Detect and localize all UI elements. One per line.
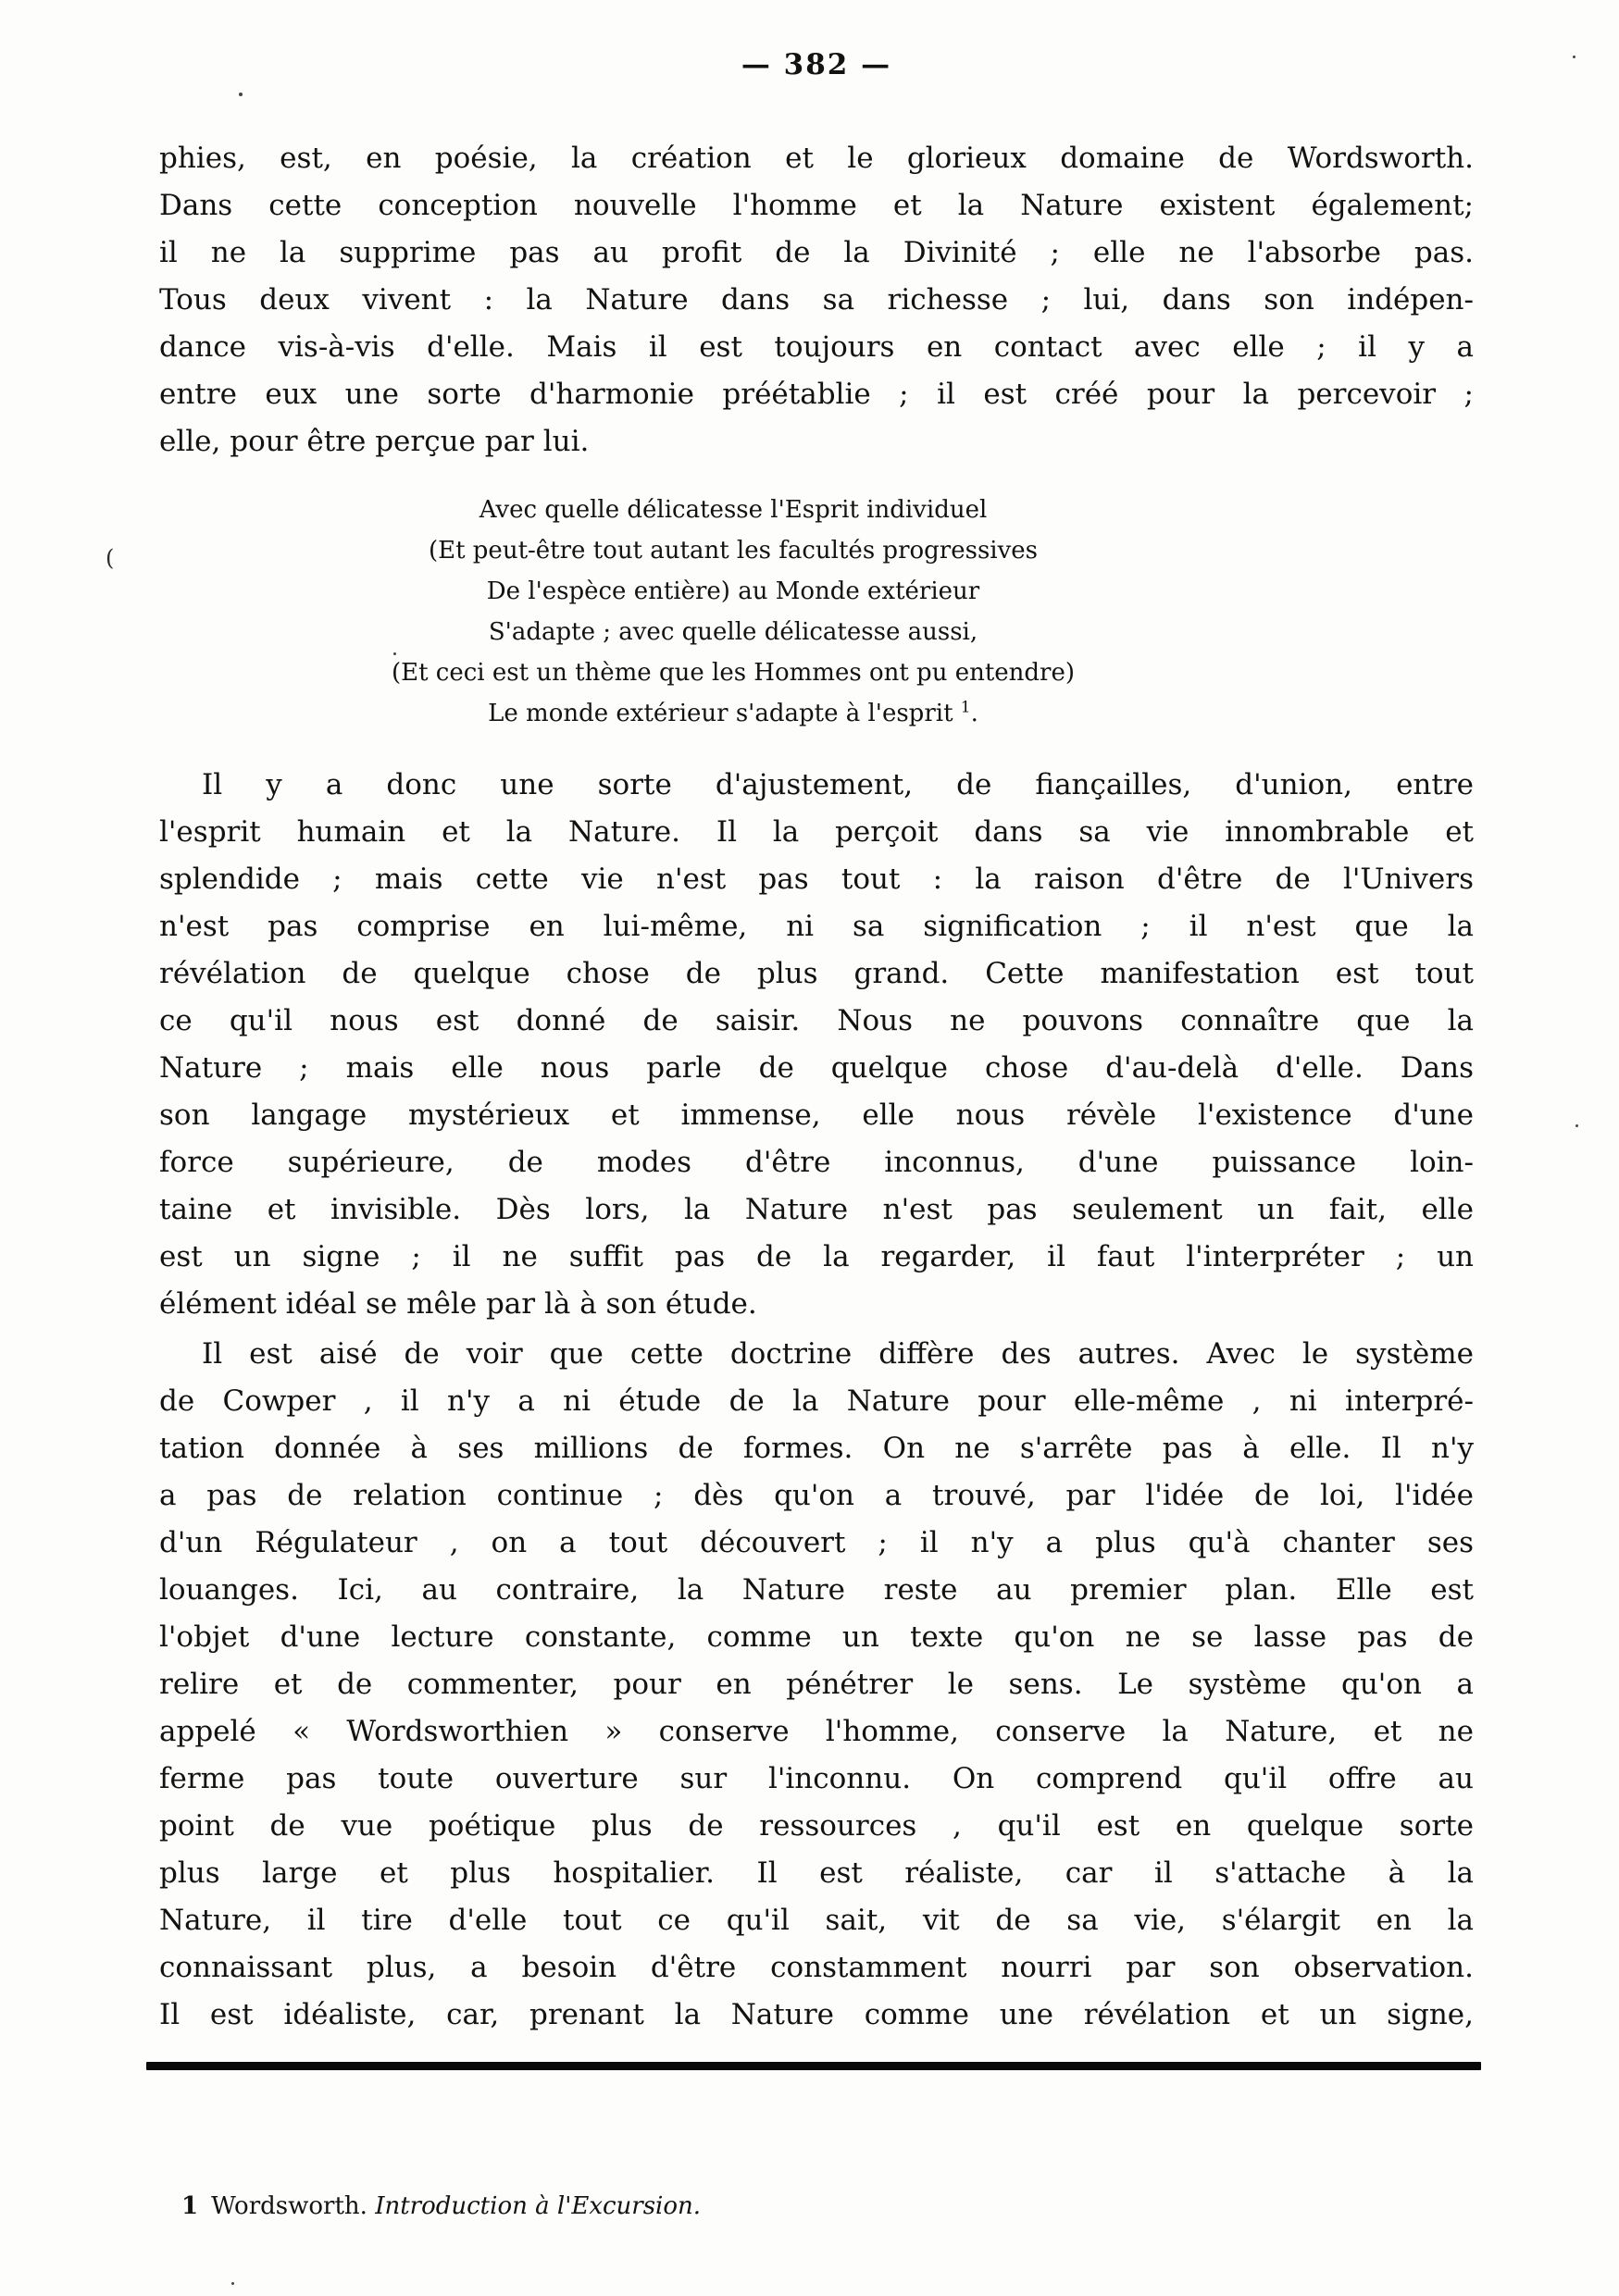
text-line: plus large et plus hospitalier. Il est réaliste, car il s'attache à la <box>159 1856 1474 1890</box>
verse-lines <box>159 490 1307 693</box>
footnote-title: Introduction à l'Excursion. <box>375 2192 702 2220</box>
scan-speck <box>1573 56 1575 58</box>
text-line: point de vue poétique plus de ressources , qu'il est en quelque sorte <box>159 1809 1474 1843</box>
footnote <box>181 2188 1459 2225</box>
paragraph-doctrine <box>159 1331 1474 2039</box>
page-number: — 382 — <box>741 48 892 81</box>
text-line: d'un Régulateur , on a tout découvert ; il n'y a plus qu'à chanter ses <box>159 1526 1474 1559</box>
verse-last-line-text: Le monde extérieur s'adapte à l'esprit <box>488 700 961 727</box>
verse-line: (Et ceci est un thème que les Hommes ont pu entendre) <box>391 659 1076 687</box>
text-line: révélation de quelque chose de plus grand. Cette manifestation est tout <box>159 957 1474 990</box>
text-line: tation donnée à ses millions de formes. On ne s'arrête pas à elle. Il n'y <box>159 1432 1474 1465</box>
text-line: son langage mystérieux et immense, elle nous révèle l'existence d'une <box>159 1098 1474 1132</box>
scan-speck <box>1575 1124 1578 1127</box>
verse-last-line <box>159 693 1307 734</box>
scan-speck <box>239 93 243 96</box>
text-line: a pas de relation continue ; dès qu'on a trouvé, par l'idée de loi, l'idée <box>159 1479 1474 1512</box>
text-line: relire et de commenter, pour en pénétrer le sens. Le système qu'on a <box>159 1668 1474 1701</box>
footnote-marker: 1 <box>181 2192 199 2220</box>
footnote-author: Wordsworth. <box>211 2192 376 2220</box>
text-line: Il y a donc une sorte d'ajustement, de fiançailles, d'union, entre <box>202 768 1474 801</box>
text-line: dance vis-à-vis d'elle. Mais il est toujours en contact avec elle ; il y a <box>159 330 1474 364</box>
text-line: Il est aisé de voir que cette doctrine diffère des autres. Avec le système <box>202 1337 1474 1371</box>
paragraph-ajustement <box>159 762 1474 1328</box>
text-line: ferme pas toute ouverture sur l'inconnu. On comprend qu'il offre au <box>159 1762 1474 1795</box>
scan-speck <box>231 2282 234 2285</box>
text-line: appelé « Wordsworthien » conserve l'homme, conserve la Nature, et ne <box>159 1715 1474 1748</box>
verse-last-line-period: . <box>970 700 978 727</box>
text-line: n'est pas comprise en lui-même, ni sa signification ; il n'est que la <box>159 910 1474 943</box>
text-line: louanges. Ici, au contraire, la Nature reste au premier plan. Elle est <box>159 1573 1474 1607</box>
text-line: phies, est, en poésie, la création et le glorieux domaine de Wordsworth. <box>159 142 1474 175</box>
text-line: l'esprit humain et la Nature. Il la perçoit dans sa vie innombrable et <box>159 815 1474 849</box>
scan-speck <box>393 652 396 655</box>
stray-ink-mark: ( <box>106 545 115 571</box>
text-line: ce qu'il nous est donné de saisir. Nous ne pouvons connaître que la <box>159 1004 1474 1037</box>
text-line: Tous deux vivent : la Nature dans sa richesse ; lui, dans son indépen- <box>159 283 1474 316</box>
verse-line: (Et peut-être tout autant les facultés progressives <box>428 537 1039 565</box>
text-line: Il est idéaliste, car, prenant la Nature comme une révélation et un signe, <box>159 1998 1474 2031</box>
text-line: est un signe ; il ne suffit pas de la regarder, il faut l'interpréter ; un <box>159 1240 1474 1273</box>
text-line: Dans cette conception nouvelle l'homme et la Nature existent également; <box>159 189 1474 222</box>
verse-line: Avec quelle délicatesse l'Esprit individuel <box>479 496 988 524</box>
text-line: Nature, il tire d'elle tout ce qu'il sait, vit de sa vie, s'élargit en la <box>159 1904 1474 1937</box>
footnote-rule <box>146 2062 1481 2070</box>
text-line: force supérieure, de modes d'être inconnus, d'une puissance loin- <box>159 1146 1474 1179</box>
verse-quote-block <box>106 490 1307 734</box>
text-line: l'objet d'une lecture constante, comme un texte qu'on ne se lasse pas de <box>159 1620 1474 1654</box>
verse-line: S'adapte ; avec quelle délicatesse aussi, <box>488 618 978 646</box>
verse-line: De l'espèce entière) au Monde extérieur <box>486 577 980 605</box>
text-line: elle, pour être perçue par lui. <box>159 425 590 458</box>
paragraph-continuation <box>159 135 1474 465</box>
text-line: de Cowper , il n'y a ni étude de la Nature pour elle-même , ni interpré- <box>159 1384 1474 1418</box>
text-line: connaissant plus, a besoin d'être constamment nourri par son observation. <box>159 1951 1474 1984</box>
text-line: Nature ; mais elle nous parle de quelque chose d'au-delà d'elle. Dans <box>159 1051 1474 1085</box>
text-line: entre eux une sorte d'harmonie préétablie ; il est créé pour la percevoir ; <box>159 378 1474 411</box>
text-block <box>106 135 1474 2039</box>
footnote-reference: 1 <box>960 698 971 717</box>
text-line: taine et invisible. Dès lors, la Nature n'est pas seulement un fait, elle <box>159 1193 1474 1226</box>
text-line: élément idéal se mêle par là à son étude. <box>159 1287 757 1321</box>
text-line: il ne la supprime pas au profit de la Divinité ; elle ne l'absorbe pas. <box>159 236 1474 269</box>
text-line: splendide ; mais cette vie n'est pas tout : la raison d'être de l'Univers <box>159 863 1474 896</box>
